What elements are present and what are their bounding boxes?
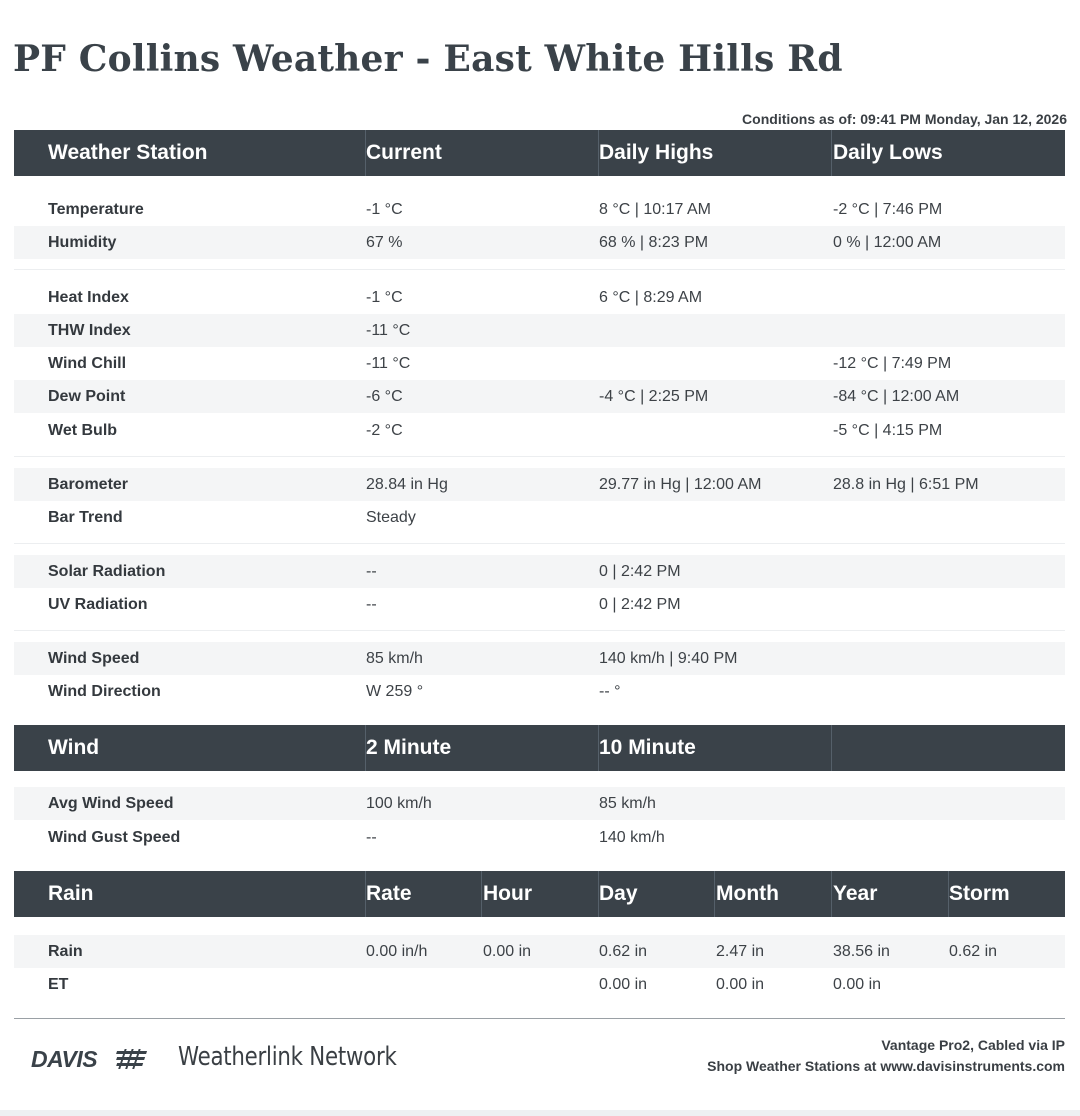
- weatherlink-network-label[interactable]: Weatherlink Network: [178, 1042, 397, 1072]
- header-2-minute: 2 Minute: [366, 736, 452, 759]
- header-daily-highs: Daily Highs: [599, 141, 714, 164]
- table-row: [14, 555, 1065, 588]
- row-label: Humidity: [48, 234, 117, 251]
- table-row: [14, 380, 1065, 413]
- table-row: [14, 226, 1065, 259]
- row-10-minute: 140 km/h: [599, 829, 665, 846]
- row-current: W 259 °: [366, 683, 424, 700]
- davis-logo-mark: [111, 1049, 147, 1069]
- header-year: Year: [833, 882, 878, 905]
- row-high: 29.77 in Hg | 12:00 AM: [599, 476, 762, 493]
- table-row: [14, 588, 1065, 621]
- row-high: 68 % | 8:23 PM: [599, 234, 709, 251]
- table-row: [14, 414, 1065, 447]
- row-year: 0.00 in: [833, 976, 882, 993]
- row-current: -2 °C: [366, 422, 403, 439]
- row-label: Wet Bulb: [48, 422, 118, 439]
- row-current: -1 °C: [366, 201, 403, 218]
- row-label: Rain: [48, 943, 83, 960]
- table-row: [14, 193, 1065, 226]
- row-label: Temperature: [48, 201, 144, 218]
- wind-table: [14, 725, 1065, 846]
- row-storm: 0.62 in: [949, 943, 998, 960]
- row-2-minute: --: [366, 829, 377, 846]
- row-current: -11 °C: [366, 322, 411, 339]
- table-row: [14, 787, 1065, 820]
- header-month: Month: [716, 882, 779, 905]
- row-current: Steady: [366, 509, 416, 526]
- row-current: --: [366, 596, 377, 613]
- header-storm: Storm: [949, 882, 1010, 905]
- table-row: [14, 347, 1065, 380]
- table-row: [14, 314, 1065, 347]
- row-month: 2.47 in: [716, 943, 765, 960]
- row-hour: 0.00 in: [483, 943, 532, 960]
- header-separator: [831, 871, 832, 917]
- row-current: 67 %: [366, 234, 403, 251]
- header-separator: [831, 725, 832, 771]
- group-divider: [14, 456, 1065, 457]
- row-high: 140 km/h | 9:40 PM: [599, 650, 738, 667]
- row-label: Heat Index: [48, 289, 129, 306]
- header-rate: Rate: [366, 882, 412, 905]
- header-separator: [481, 871, 482, 917]
- header-current: Current: [366, 141, 442, 164]
- table-row: [14, 968, 1065, 1001]
- row-label: ET: [48, 976, 69, 993]
- table-row: [14, 281, 1065, 314]
- device-info: Vantage Pro2, Cabled via IP: [881, 1037, 1065, 1053]
- row-label: Bar Trend: [48, 509, 123, 526]
- header-rain: Rain: [48, 882, 94, 905]
- header-weather-station: Weather Station: [48, 141, 208, 164]
- row-current: --: [366, 563, 377, 580]
- footer-divider: [14, 1018, 1065, 1019]
- row-label: THW Index: [48, 322, 131, 339]
- davis-logo[interactable]: [31, 1045, 151, 1073]
- row-rate: 0.00 in/h: [366, 943, 428, 960]
- rain-table: [14, 871, 1065, 993]
- row-current: 85 km/h: [366, 650, 423, 667]
- group-divider: [14, 630, 1065, 631]
- row-label: Wind Gust Speed: [48, 829, 181, 846]
- conditions-timestamp: Conditions as of: 09:41 PM Monday, Jan 12, 2026: [742, 111, 1067, 127]
- shop-link[interactable]: Shop Weather Stations at www.davisinstruments.com: [707, 1058, 1065, 1074]
- row-label: Avg Wind Speed: [48, 795, 174, 812]
- header-daily-lows: Daily Lows: [833, 141, 943, 164]
- row-label: Wind Speed: [48, 650, 140, 667]
- row-year: 38.56 in: [833, 943, 890, 960]
- bottom-bar: [0, 1110, 1080, 1116]
- group-divider: [14, 543, 1065, 544]
- row-high: 0 | 2:42 PM: [599, 563, 681, 580]
- row-high: 6 °C | 8:29 AM: [599, 289, 703, 306]
- davis-logo-text: DAVIS: [31, 1046, 98, 1072]
- row-low: -2 °C | 7:46 PM: [833, 201, 943, 218]
- row-current: -6 °C: [366, 388, 403, 405]
- row-low: -84 °C | 12:00 AM: [833, 388, 960, 405]
- row-current: -1 °C: [366, 289, 403, 306]
- row-low: 0 % | 12:00 AM: [833, 234, 942, 251]
- row-2-minute: 100 km/h: [366, 795, 432, 812]
- header-hour: Hour: [483, 882, 532, 905]
- row-day: 0.62 in: [599, 943, 648, 960]
- row-label: Wind Chill: [48, 355, 127, 372]
- header-day: Day: [599, 882, 638, 905]
- table-row: [14, 821, 1065, 854]
- group-divider: [14, 269, 1065, 270]
- row-high: -4 °C | 2:25 PM: [599, 388, 709, 405]
- table-row: [14, 468, 1065, 501]
- row-10-minute: 85 km/h: [599, 795, 656, 812]
- table-row: [14, 935, 1065, 968]
- header-10-minute: 10 Minute: [599, 736, 696, 759]
- station-table-header: [14, 130, 1065, 176]
- row-low: -12 °C | 7:49 PM: [833, 355, 952, 372]
- row-high: 8 °C | 10:17 AM: [599, 201, 711, 218]
- row-high: -- °: [599, 683, 621, 700]
- weather-station-table: [14, 130, 1065, 700]
- table-row: [14, 642, 1065, 675]
- row-month: 0.00 in: [716, 976, 765, 993]
- row-low: -5 °C | 4:15 PM: [833, 422, 943, 439]
- table-row: [14, 675, 1065, 708]
- header-separator: [714, 871, 715, 917]
- header-wind: Wind: [48, 736, 100, 759]
- table-row: [14, 501, 1065, 534]
- row-label: Dew Point: [48, 388, 126, 405]
- row-current: -11 °C: [366, 355, 411, 372]
- wind-table-header: [14, 725, 1065, 771]
- page-title: PF Collins Weather - East White Hills Rd: [13, 38, 843, 80]
- header-separator: [831, 130, 832, 176]
- row-label: Barometer: [48, 476, 129, 493]
- row-label: Solar Radiation: [48, 563, 166, 580]
- row-current: 28.84 in Hg: [366, 476, 448, 493]
- rain-table-header: [14, 871, 1065, 917]
- row-high: 0 | 2:42 PM: [599, 596, 681, 613]
- row-label: Wind Direction: [48, 683, 161, 700]
- row-label: UV Radiation: [48, 596, 148, 613]
- row-low: 28.8 in Hg | 6:51 PM: [833, 476, 979, 493]
- row-day: 0.00 in: [599, 976, 648, 993]
